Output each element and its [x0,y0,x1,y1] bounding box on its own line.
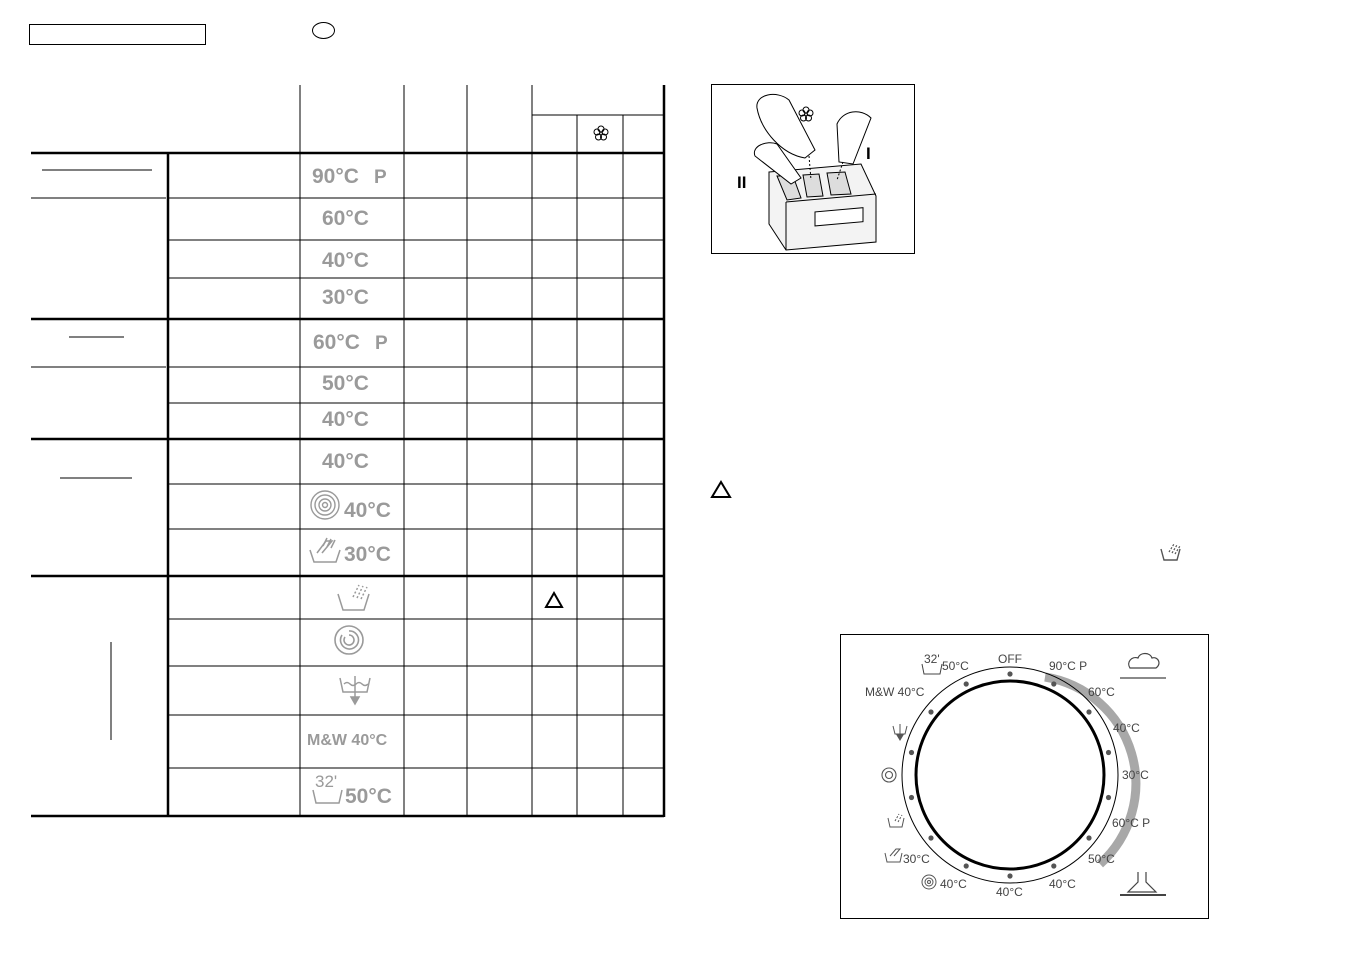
dial-position-dot [909,750,914,755]
programme-table [0,0,680,830]
dial-label-40-wool: 40°C [940,877,967,891]
dial-position-dot [1106,795,1111,800]
row-15-duration: 32' [315,772,338,791]
dial-label-90p: 90°C P [1049,659,1088,673]
flower-icon [594,126,608,140]
row-8-temp: 40°C [322,450,369,473]
tub-icon [313,790,342,803]
row-3-temp: 40°C [322,249,369,272]
spin-icon [335,626,363,654]
dial-position-dot [964,863,969,868]
dial-label-40-delicate: 40°C [996,885,1023,899]
compartment-i-label: I [866,144,871,163]
dial-position-dot [1051,863,1056,868]
warning-triangle-icon [546,593,562,607]
dial-position-dot [928,709,933,714]
row-6-temp: 50°C [322,372,369,395]
dial-position-dot [1106,750,1111,755]
programme-dial [840,634,1210,920]
dial-label-40-synthetic: 40°C [1049,877,1076,891]
row-2-temp: 60°C [322,207,369,230]
dial-label-off: OFF [998,652,1022,666]
warning-triangle-icon [710,480,732,500]
row-5-prewash-suffix: P [375,333,388,354]
dial-label-mw40: M&W 40°C [865,685,925,699]
hand-wash-icon [310,538,340,562]
row-9-temp: 40°C [344,499,391,522]
row-1-temp: 90°C [312,165,359,188]
dial-position-dot [1086,835,1091,840]
dial-label-50-quick: 50°C [942,659,969,673]
row-4-temp: 30°C [322,286,369,309]
dial-position-dot [964,681,969,686]
dial-position-dot [1007,873,1012,878]
wool-icon [311,491,339,519]
row-10-temp: 30°C [344,543,391,566]
dial-label-32min: 32' [924,652,940,666]
dial-position-dot [1086,709,1091,714]
dial-label-30-handwash: 30°C [903,852,930,866]
dial-position-dot [928,835,933,840]
row-14-temp: M&W 40°C [307,732,388,749]
dial-position-dot [1007,671,1012,676]
rinse-icon [338,585,369,610]
dial-label-40: 40°C [1113,721,1140,735]
detergent-drawer-illustration [711,84,916,255]
dial-label-60: 60°C [1088,685,1115,699]
dial-label-50: 50°C [1088,852,1115,866]
dial-position-dot [909,795,914,800]
dial-knob [916,681,1104,869]
dial-label-60p: 60°C P [1112,816,1151,830]
row-1-prewash-suffix: P [374,167,387,188]
dial-position-dot [1051,681,1056,686]
drain-icon [340,676,370,704]
compartment-ii-label: II [737,173,747,192]
row-15-temp: 50°C [345,785,392,808]
rinse-icon [1159,543,1183,563]
dial-label-30: 30°C [1122,768,1149,782]
row-5-temp: 60°C [313,331,360,354]
row-7-temp: 40°C [322,408,369,431]
